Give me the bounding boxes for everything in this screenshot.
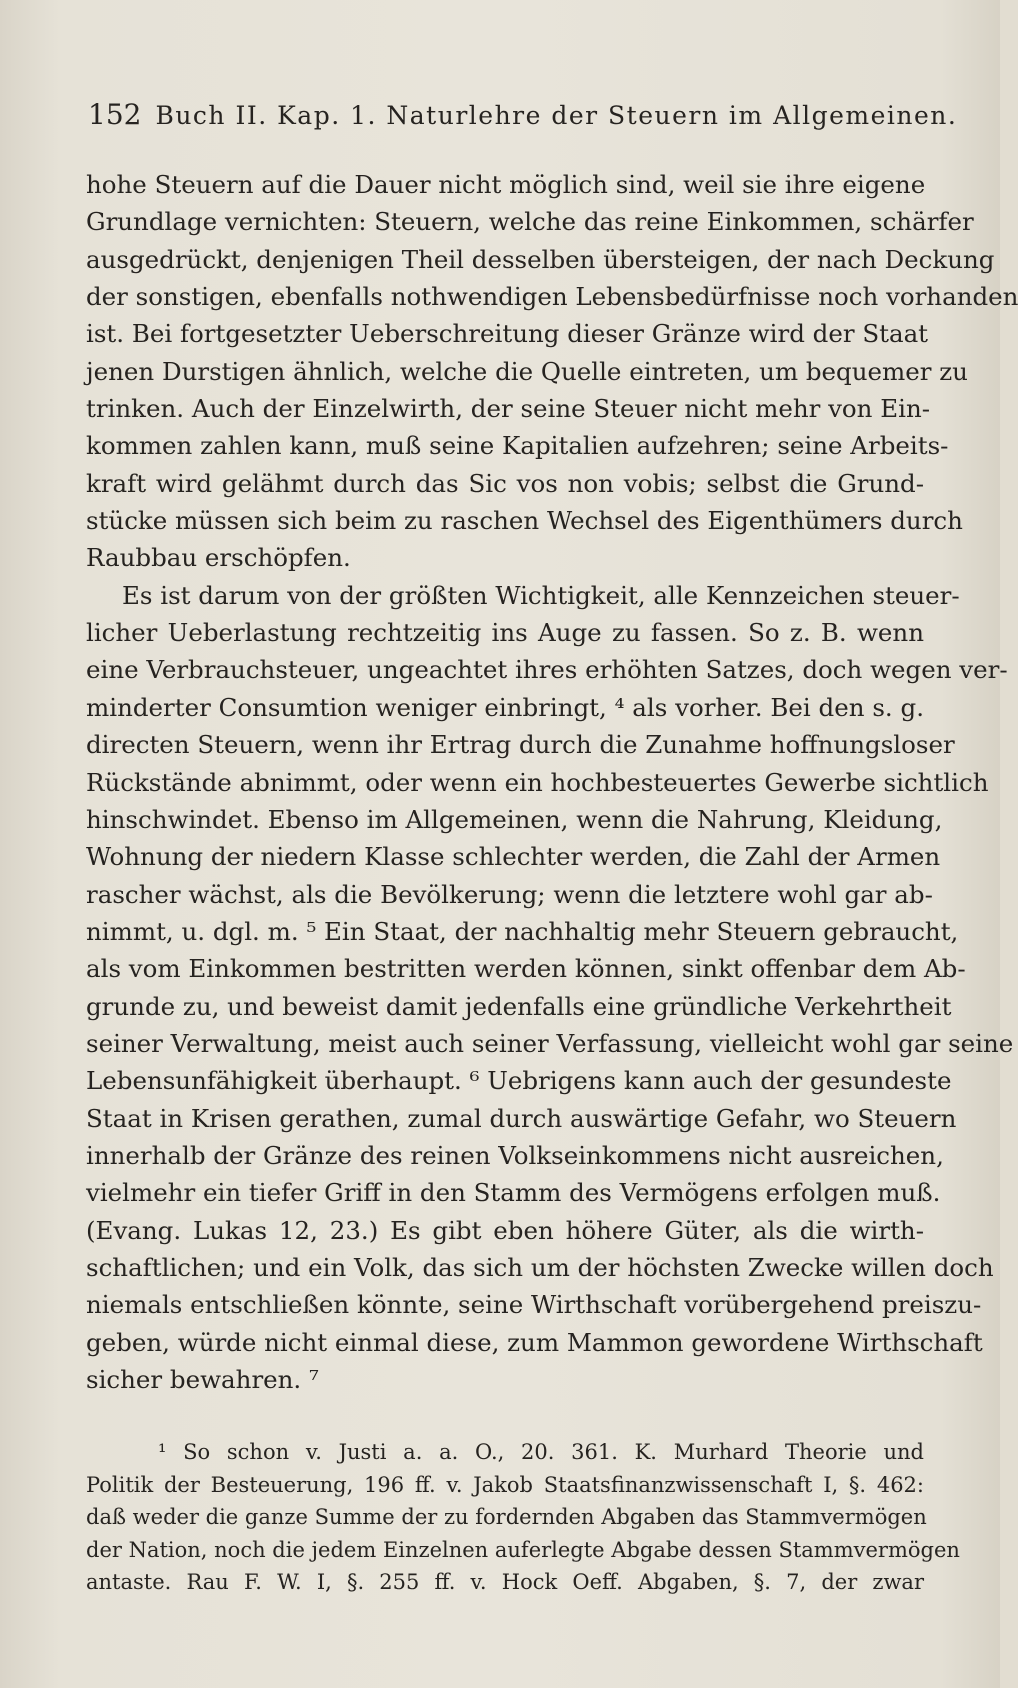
text-line: trinken. Auch der Einzelwirth, der seine Steuer nicht mehr von Ein- bbox=[86, 394, 931, 424]
footnotes bbox=[86, 1436, 960, 1599]
text-line: sicher bewahren. ⁷ bbox=[86, 1365, 319, 1394]
text-line: Raubbau erschöpfen. bbox=[86, 543, 351, 573]
text-line: Es ist darum von der größten Wichtigkeit, alle Kennzeichen steuer- bbox=[122, 580, 960, 610]
text-line: als vom Einkommen bestritten werden können, sinkt offenbar dem Ab- bbox=[86, 954, 966, 984]
text-line: schaftlichen; und ein Volk, das sich um der höchsten Zwecke willen doch bbox=[86, 1252, 994, 1282]
text-line: vielmehr ein tiefer Griff in den Stamm des Vermögens erfolgen muß. bbox=[86, 1178, 941, 1208]
footnote-line: daß weder die ganze Summe der zu fordernden Abgaben das Stammvermögen bbox=[86, 1505, 927, 1529]
text-line: grunde zu, und beweist damit jedenfalls eine gründliche Verkehrtheit bbox=[86, 991, 952, 1021]
text-line: directen Steuern, wenn ihr Ertrag durch die Zunahme hoffnungsloser bbox=[86, 730, 955, 760]
text-line: eine Verbrauchsteuer, ungeachtet ihres erhöhten Satzes, doch wegen ver- bbox=[86, 655, 1008, 685]
text-line: Wohnung der niedern Klasse schlechter werden, die Zahl der Armen bbox=[86, 842, 941, 872]
text-line: minderter Consumtion weniger einbringt, ⁴ als vorher. Bei den s. g. bbox=[86, 692, 924, 722]
footnote-line: Politik der Besteuerung, 196 ff. v. Jakob Staatsfinanzwissenschaft I, §. 462: bbox=[86, 1472, 924, 1497]
text-line: Grundlage vernichten: Steuern, welche das reine Einkommen, schärfer bbox=[86, 207, 974, 237]
text-line: ist. Bei fortgesetzter Ueberschreitung dieser Gränze wird der Staat bbox=[86, 319, 929, 349]
text-line: kommen zahlen kann, muß seine Kapitalien aufzehren; seine Arbeits- bbox=[86, 431, 949, 461]
text-line: jenen Durstigen ähnlich, welche die Quelle eintreten, um bequemer zu bbox=[86, 356, 968, 386]
running-title: Buch II. Kap. 1. Naturlehre der Steuern im Allgemeinen. bbox=[155, 101, 958, 130]
running-header bbox=[88, 98, 958, 131]
footnote-line: antaste. Rau F. W. I, §. 255 ff. v. Hock Oeff. Abgaben, §. 7, der zwar bbox=[86, 1570, 924, 1594]
footnote-line: ¹ So schon v. Justi a. a. O., 20. 361. K. Murhard Theorie und bbox=[158, 1440, 924, 1464]
page-number: 152 bbox=[88, 98, 142, 131]
text-line: Staat in Krisen gerathen, zumal durch auswärtige Gefahr, wo Steuern bbox=[86, 1103, 957, 1133]
text-line: (Evang. Lukas 12, 23.) Es gibt eben höhere Güter, als die wirth- bbox=[86, 1215, 924, 1245]
text-line: rascher wächst, als die Bevölkerung; wenn die letztere wohl gar ab- bbox=[86, 879, 933, 909]
text-line: geben, würde nicht einmal diese, zum Mammon gewordene Wirthschaft bbox=[86, 1327, 983, 1357]
text-line: ausgedrückt, denjenigen Theil desselben übersteigen, der nach Deckung bbox=[86, 244, 995, 274]
text-line: seiner Verwaltung, meist auch seiner Verfassung, vielleicht wohl gar seine bbox=[86, 1028, 1014, 1058]
text-line: Rückstände abnimmt, oder wenn ein hochbesteuertes Gewerbe sichtlich bbox=[86, 767, 989, 797]
text-line: kraft wird gelähmt durch das Sic vos non vobis; selbst die Grund- bbox=[86, 468, 924, 498]
text-line: der sonstigen, ebenfalls nothwendigen Lebensbedürfnisse noch vorhanden bbox=[86, 282, 1018, 312]
main-text bbox=[86, 166, 1018, 1398]
text-line: licher Ueberlastung rechtzeitig ins Auge zu fassen. So z. B. wenn bbox=[86, 618, 924, 648]
text-line: stücke müssen sich beim zu raschen Wechsel des Eigenthümers durch bbox=[86, 506, 963, 536]
text-line: innerhalb der Gränze des reinen Volkseinkommens nicht ausreichen, bbox=[86, 1140, 944, 1170]
text-line: Lebensunfähigkeit überhaupt. ⁶ Uebrigens kann auch der gesundeste bbox=[86, 1066, 952, 1096]
footnote-line: der Nation, noch die jedem Einzelnen auferlegte Abgabe dessen Stammvermögen bbox=[86, 1537, 960, 1562]
text-line: hinschwindet. Ebenso im Allgemeinen, wenn die Nahrung, Kleidung, bbox=[86, 804, 943, 834]
text-line: hohe Steuern auf die Dauer nicht möglich sind, weil sie ihre eigene bbox=[86, 170, 926, 199]
text-line: niemals entschließen könnte, seine Wirthschaft vorübergehend preiszu- bbox=[86, 1290, 982, 1320]
text-line: nimmt, u. dgl. m. ⁵ Ein Staat, der nachhaltig mehr Steuern gebraucht, bbox=[86, 916, 959, 946]
